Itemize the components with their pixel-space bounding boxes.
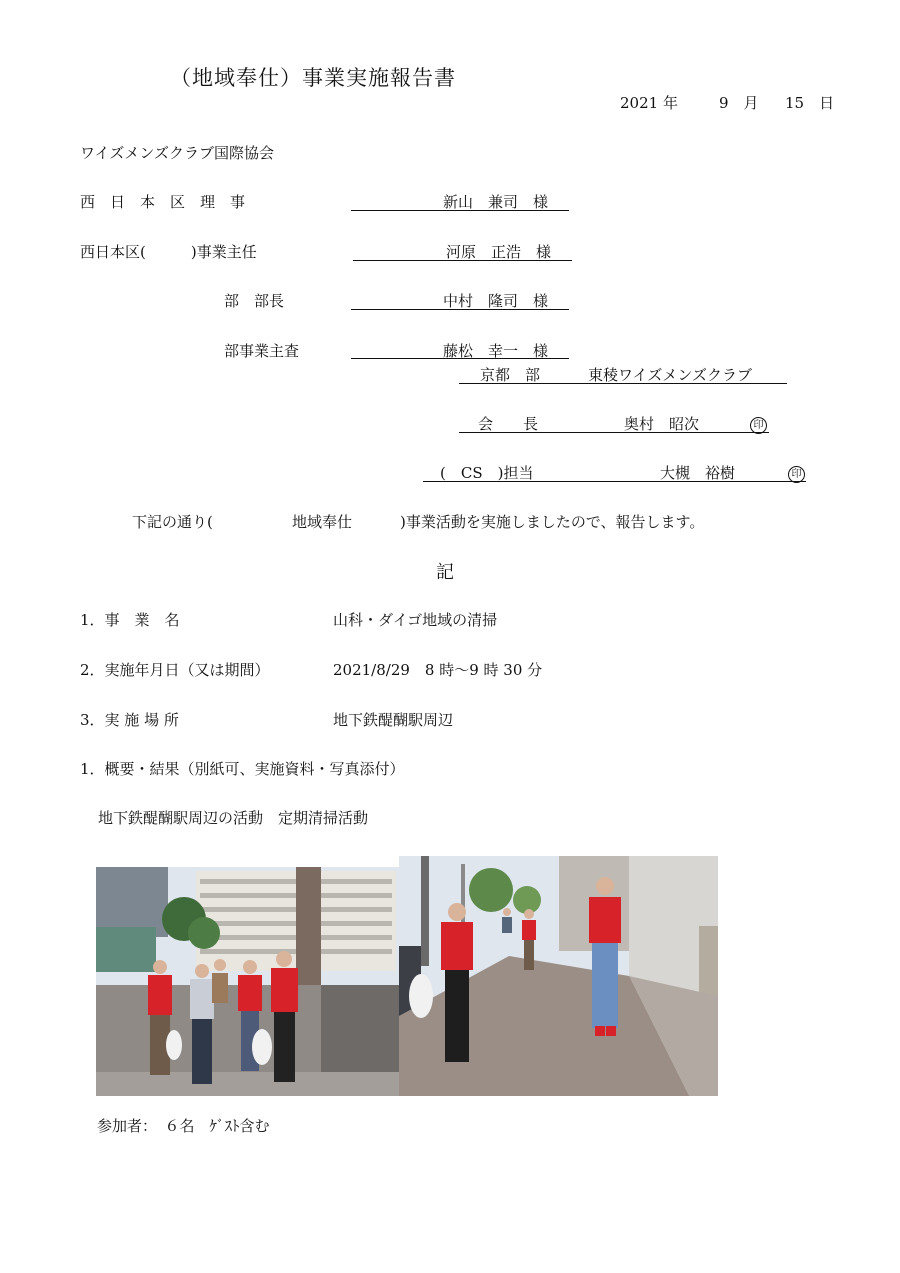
photo-group (96, 867, 399, 1096)
item-label-place: 3．実 施 場 所 (80, 711, 179, 729)
summary-text: 地下鉄醍醐駅周辺の活動 定期清掃活動 (98, 809, 369, 827)
item-label-date: 2．実施年月日（又は期間） (80, 661, 270, 679)
seal-mark (788, 463, 805, 483)
intro-category: 地域奉仕 (292, 513, 353, 531)
underline (351, 309, 569, 310)
name-district-director: 新山 兼司 様 (443, 193, 549, 211)
document-title: （地域奉仕）事業実施報告書 (170, 66, 456, 90)
underline (423, 481, 806, 482)
charge-label: ( CS )担当 (440, 464, 534, 482)
intro-before: 下記の通り( (132, 513, 213, 531)
participants-note: 参加者： ６名 ｹﾞｽﾄ含む (97, 1117, 270, 1135)
item-value-place: 地下鉄醍醐駅周辺 (333, 711, 454, 729)
item-value-date: 2021/8/29 8 時～9 時 30 分 (333, 661, 543, 679)
date-day: 15 日 (785, 94, 835, 112)
seal-mark (750, 414, 767, 434)
seal-icon: 印 (788, 466, 805, 483)
charge-name: 大槻 裕樹 (660, 464, 736, 482)
underline (351, 358, 569, 359)
item-label-name: 1．事 業 名 (80, 611, 180, 629)
ki-heading: 記 (436, 562, 454, 583)
underline (459, 432, 769, 433)
name-program-director: 河原 正浩 様 (446, 243, 552, 261)
underline (353, 260, 572, 261)
date-month: 9 月 (719, 94, 759, 112)
sender-club: 東稜ワイズメンズクラブ (588, 366, 752, 384)
underline (459, 383, 787, 384)
name-division-director: 中村 隆司 様 (443, 292, 549, 310)
role-division-director: 部 部長 (224, 292, 285, 310)
org-name: ワイズメンズクラブ国際協会 (80, 144, 274, 162)
president-label: 会 長 (478, 415, 539, 433)
role-program-director: 西日本区( )事業主任 (80, 243, 257, 261)
name-division-chair: 藤松 幸一 様 (443, 342, 549, 360)
role-district-director: 西 日 本 区 理 事 (80, 193, 246, 211)
item-value-name: 山科・ダイゴ地域の清掃 (333, 611, 498, 629)
president-name: 奥村 昭次 (624, 415, 700, 433)
underline (351, 210, 569, 211)
date-year: 2021 年 (620, 94, 678, 112)
item-label-summary: 1．概要・結果（別紙可、実施資料・写真添付） (80, 760, 405, 778)
photo-sidewalk (399, 856, 718, 1096)
intro-after: )事業活動を実施しましたので、報告します。 (400, 513, 705, 531)
role-division-chair: 部事業主査 (224, 342, 300, 360)
seal-icon: 印 (750, 417, 767, 434)
sender-division: 京都 部 (480, 366, 541, 384)
